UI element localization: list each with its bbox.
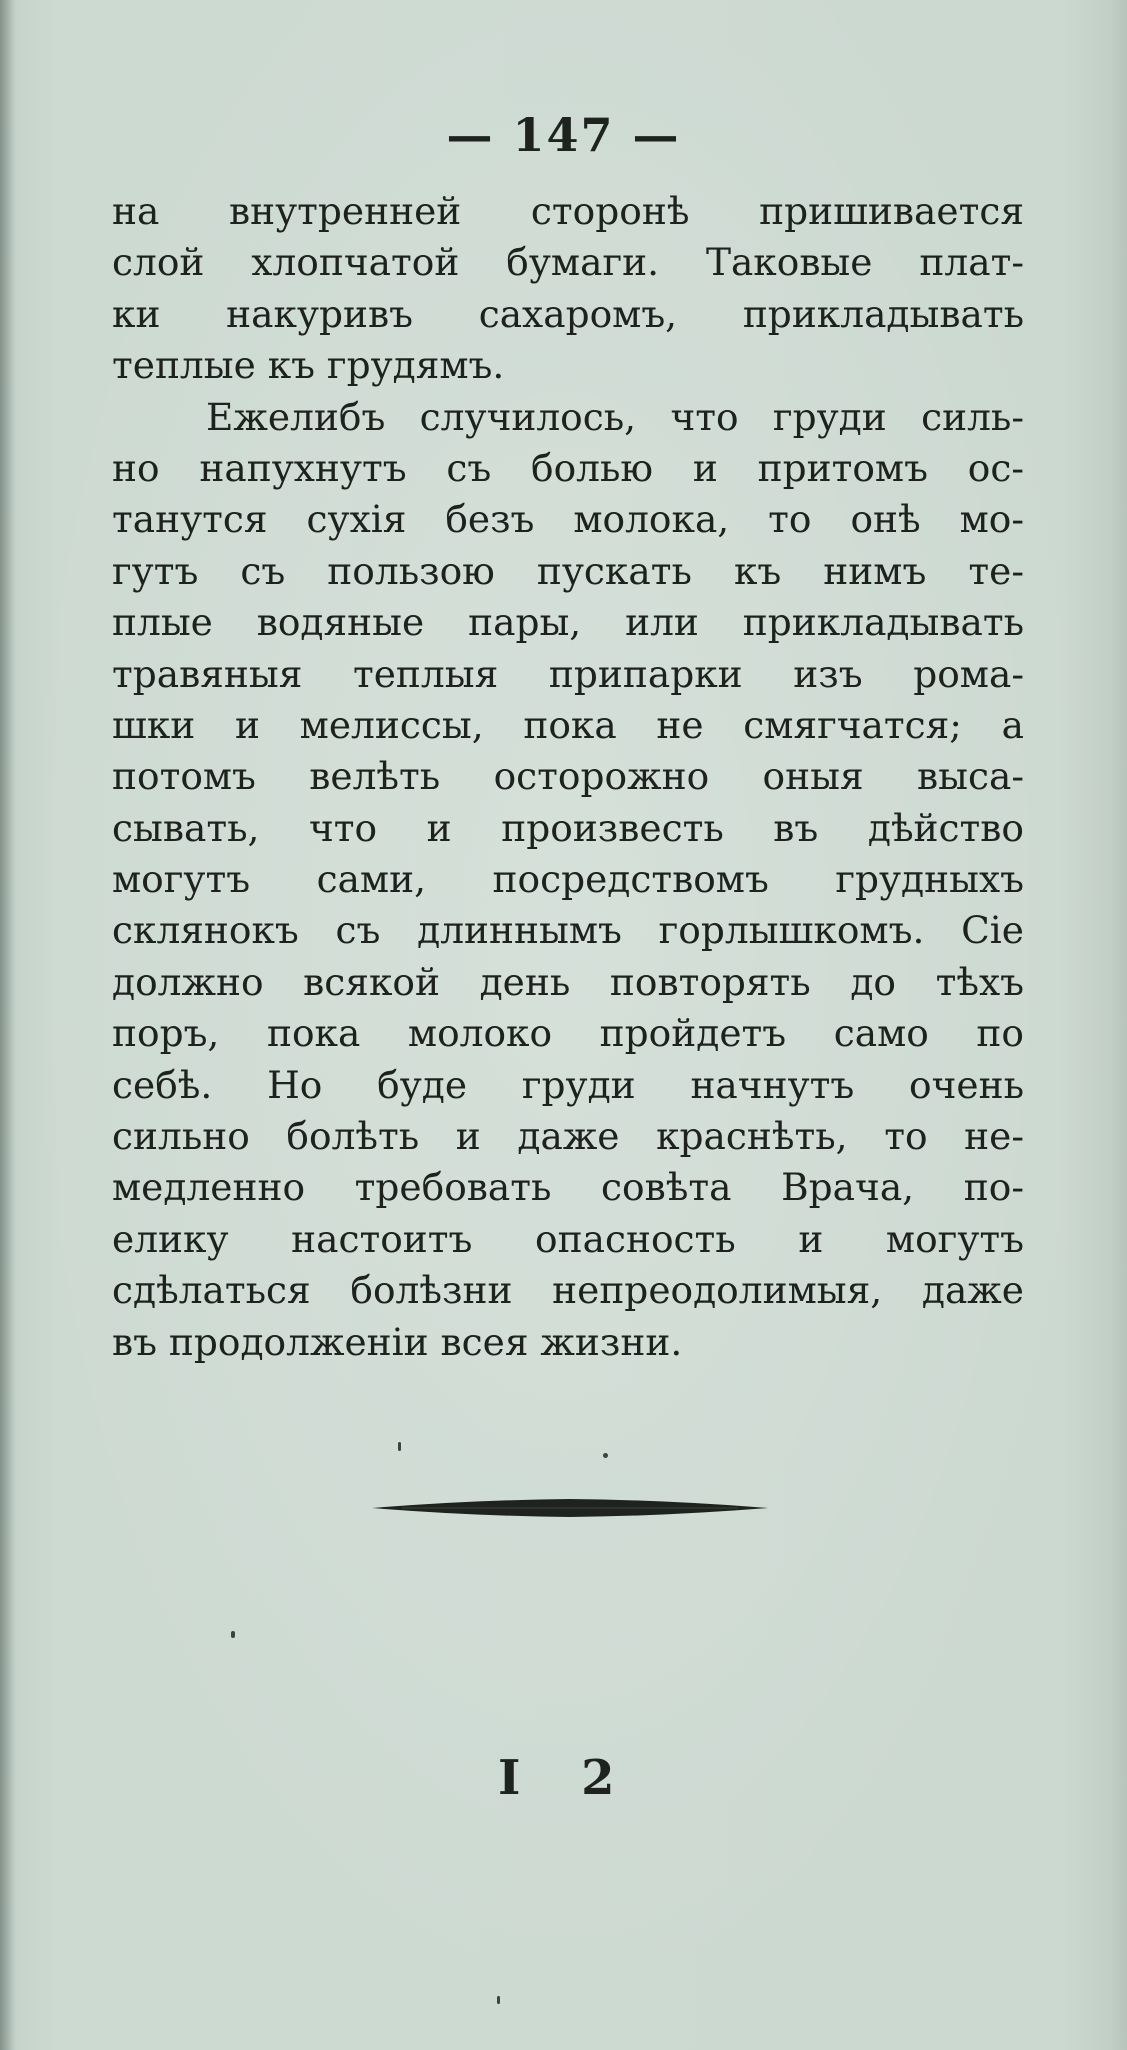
text-line: могутъ сами, посредствомъ грудныхъ [112, 857, 1024, 902]
text-line: сывать, что и произвесть въ дѣйство [112, 805, 1024, 850]
paper-speck [603, 1453, 608, 1458]
text-line: ки накуривъ сахаромъ, прикладывать [112, 291, 1024, 336]
text-line: шки и мелиссы, пока не смягчатся; а [112, 702, 1024, 747]
text-line: танутся сухія безъ молока, то онѣ мо- [112, 497, 1024, 542]
text-line: въ продолженіи всея жизни. [112, 1319, 683, 1364]
page-header: — 147 — [446, 108, 681, 162]
text-line: поръ, пока молоко пройдетъ само по [112, 1011, 1024, 1056]
text-line: плые водяные пары, или прикладывать [112, 600, 1024, 645]
paragraph-start-line: Ежелибъ случилось, что груди силь- [206, 394, 1024, 439]
gutter-shadow [0, 0, 14, 2050]
text-line: должно всякой день повторять до тѣхъ [112, 959, 1024, 1004]
text-line: склянокъ съ длиннымъ горлышкомъ. Сіе [112, 908, 1024, 953]
text-line: сдѣлаться болѣзни непреодолимыя, даже [112, 1268, 1024, 1313]
text-line: гутъ съ пользою пускать къ нимъ те- [112, 548, 1024, 593]
text-line: медленно требовать совѣта Врача, по- [112, 1165, 1024, 1210]
text-line: себѣ. Но буде груди начнутъ очень [112, 1062, 1024, 1107]
text-line: потомъ велѣть осторожно оныя выса- [112, 754, 1024, 799]
paper-speck [398, 1442, 401, 1451]
text-line: сильно болѣть и даже краснѣть, то не- [112, 1114, 1024, 1159]
text-line: елику настоитъ опасность и могутъ [112, 1216, 1024, 1261]
text-line: но напухнутъ съ болью и притомъ ос- [112, 445, 1024, 490]
text-line: слой хлопчатой бумаги. Таковые плат- [112, 240, 1024, 285]
text-line: теплые къ грудямъ. [112, 343, 505, 388]
paper-speck [497, 1996, 500, 2004]
text-line: травяныя теплыя припарки изъ рома- [112, 651, 1024, 696]
signature-mark: I 2 [498, 1750, 637, 1806]
paper-speck [231, 1631, 235, 1638]
ornamental-rule [372, 1497, 768, 1519]
body-text [112, 186, 1024, 1368]
text-line: на внутренней сторонѣ пришивается [112, 189, 1024, 233]
